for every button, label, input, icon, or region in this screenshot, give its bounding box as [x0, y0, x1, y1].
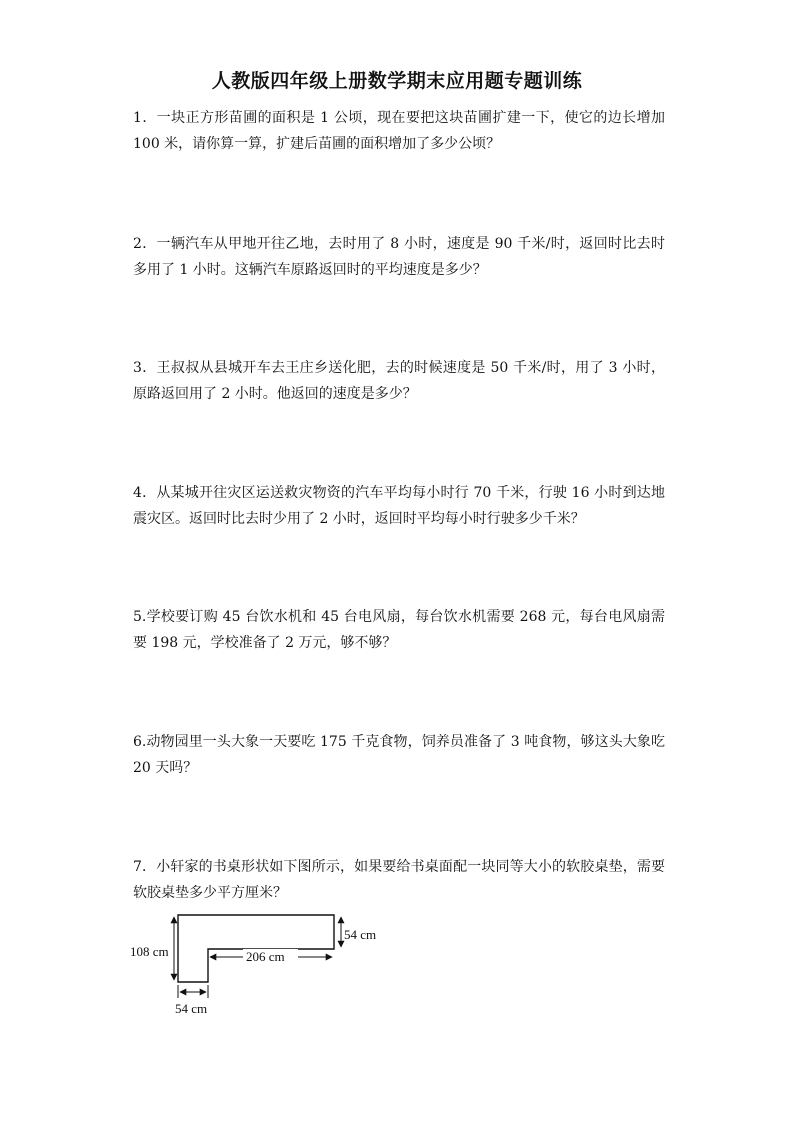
question-4: [133, 480, 665, 532]
question-text: 一辆汽车从甲地开往乙地，去时用了 8 小时，速度是 90 千米/时，返回时比去时多用了 1 小时。这辆汽车原路返回时的平均速度是多少？: [133, 236, 665, 278]
question-number: 6.: [133, 734, 147, 750]
question-7: [133, 854, 665, 906]
question-text: 动物园里一头大象一天要吃 175 千克食物，饲养员准备了 3 吨食物，够这头大象吃 20 天吗？: [133, 734, 665, 776]
question-number: 4．: [133, 485, 157, 501]
question-number: 2．: [133, 236, 157, 252]
question-number: 5.: [133, 609, 147, 625]
question-number: 7．: [133, 859, 157, 875]
page-title: 人教版四年级上册数学期末应用题专题训练: [211, 70, 583, 92]
question-6: [133, 729, 665, 781]
question-3: [133, 355, 665, 407]
question-text: 学校要订购 45 台饮水机和 45 台电风扇，每台饮水机需要 268 元，每台电风扇需要 198 元，学校准备了 2 万元，够不够？: [133, 609, 665, 651]
desk-shape-figure: [128, 912, 398, 1022]
bottom-width-label: 54 cm: [175, 1001, 208, 1016]
question-1: [133, 105, 665, 157]
question-number: 3．: [133, 360, 157, 376]
height-label: 108 cm: [130, 944, 169, 959]
question-text: 王叔叔从县城开车去王庄乡送化肥，去的时候速度是 50 千米/时，用了 3 小时，原路返回用了 2 小时。他返回的速度是多少？: [133, 360, 665, 402]
question-number: 1．: [133, 110, 157, 126]
question-text: 从某城开往灾区运送救灾物资的汽车平均每小时行 70 千米，行驶 16 小时到达地震灾区。返回时比去时少用了 2 小时，返回时平均每小时行驶多少千米？: [133, 485, 665, 527]
question-5: [133, 604, 665, 656]
right-width-label: 54 cm: [344, 927, 377, 942]
question-2: [133, 231, 665, 283]
question-text: 小轩家的书桌形状如下图所示，如果要给书桌面配一块同等大小的软胶桌垫，需要软胶桌垫多少平方厘米？: [133, 859, 665, 901]
question-text: 一块正方形苗圃的面积是 1 公顷，现在要把这块苗圃扩建一下，使它的边长增加 100 米，请你算一算，扩建后苗圃的面积增加了多少公顷？: [133, 110, 665, 152]
length-label: 206 cm: [246, 949, 285, 964]
